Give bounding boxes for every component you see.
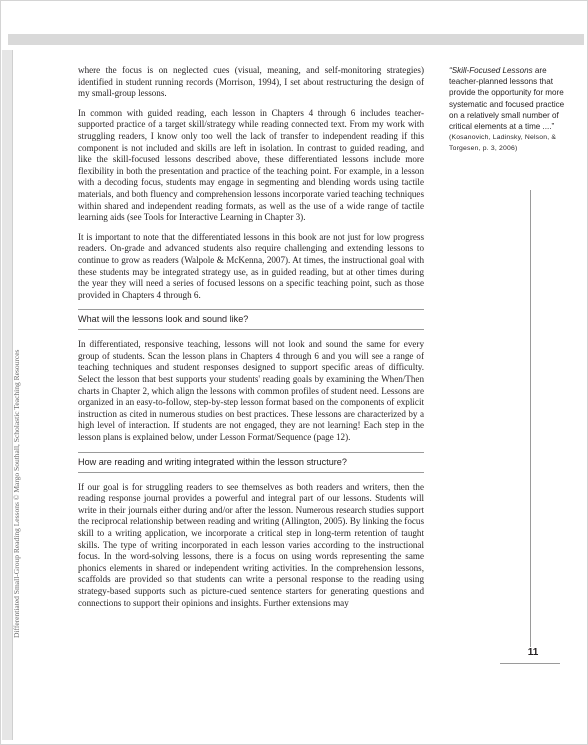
sidebar-citation: (Kosanovich, Ladinsky, Nelson, & Torgesen, p. 3, 2006) bbox=[449, 134, 557, 153]
sidebar-rule bbox=[530, 190, 531, 647]
header-band bbox=[8, 34, 584, 45]
sidebar-term: “Skill-Focused Lessons bbox=[449, 66, 533, 75]
paragraph-not-just-low-progress: It is important to note that the differentiated lessons in this book are not just for low progress readers. On-grade and advanced students also require challenging and extending lessons to continue to grow as readers (Walpole & McKenna, 2007). At times, the instructional goal with these students may be integrated strategy use, as in guided reading, but at other times during the year they will need a series of focused lessons on a specific teaching point, such as those provided in Chapters 4 through 6. bbox=[78, 231, 424, 300]
page-number-rule bbox=[500, 663, 560, 664]
page-number: 11 bbox=[527, 647, 539, 658]
side-credit: Differentiated Small-Group Reading Lessons © Margo Southall, Scholastic Teaching Resources bbox=[12, 349, 21, 638]
paragraph-continuation: where the focus is on neglected cues (visual, meaning, and self-monitoring strategies) identified in student running records (Morrison, 1994), I set about restructuring the design of my small-group lessons. bbox=[78, 65, 424, 99]
sidebar-quote bbox=[449, 65, 565, 155]
paragraph-responsive-teaching: In differentiated, responsive teaching, lessons will not look and sound the same for every group of students. Scan the lesson plans in Chapters 4 through 6 and you will see a range of teaching techniques and student responses designed to support specific areas of difficulty. Select the lesson that best supports your students' reading goals by examining the When/Then charts in Chapter 2, which align the lessons with common profiles of student need. Lessons are organized in an easy-to-follow, step-by-step lesson format based on the components of explicit instruction as cited in numerous studies on best practices. These lessons are characterized by a high level of interaction. If students are not engaged, they are not learning! Each step in the lesson plans is explained below, under Lesson Format/Sequence (page 12). bbox=[78, 339, 424, 443]
main-column bbox=[78, 65, 424, 617]
paragraph-reading-response-journal: If our goal is for struggling readers to see themselves as both readers and writers, then the reading response journal provides a powerful and integral part of our lessons. Students will write in their journals either during and/or after the lesson. Numerous research studies support the reciprocal relationship between reading and writing (Allington, 2005). By linking the focus skill to a writing application, we incorporate a critical step in long-term retention of taught skills. The type of writing incorporated in each lesson varies according to the instructional focus. In the word-solving lessons, there is a focus on using words representing the same phonics elements in shared or independent writing activities. In the comprehension lessons, scaffolds are provided so that students can write a personal response to the reading using strategy-based supports such as picture-cued sentence starters for generating questions and connections to support their opinions and insights. Further extensions may bbox=[78, 481, 424, 608]
section-heading-look-and-sound: What will the lessons look and sound like? bbox=[78, 309, 424, 330]
sidebar-quote-text bbox=[449, 65, 565, 132]
section-heading-reading-writing: How are reading and writing integrated within the lesson structure? bbox=[78, 452, 424, 473]
paragraph-guided-reading: In common with guided reading, each lesson in Chapters 4 through 6 includes teacher-supported practice of a target skill/strategy while reading connected text. From my work with struggling readers, I know only too well the lack of transfer to independent reading if this component is not included and skills are left in isolation. In contrast to guided reading, and like the skill-focused lessons described above, these differentiated lessons include more flexibility in both the presentation and practice of the teaching point. For example, in a lesson with a decoding focus, students may engage in segmenting and blending words using tactile materials, and both fluency and comprehension lessons incorporate varied teaching techniques within shared and independent reading formats, as well as the use of a wide range of tactile learning aids (see Tools for Interactive Learning in Chapter 3). bbox=[78, 107, 424, 223]
sidebar-definition: are teacher-planned lessons that provide the opportunity for more systematic and focused practice on a relatively small number of critical elements at a time ....” bbox=[449, 66, 565, 132]
